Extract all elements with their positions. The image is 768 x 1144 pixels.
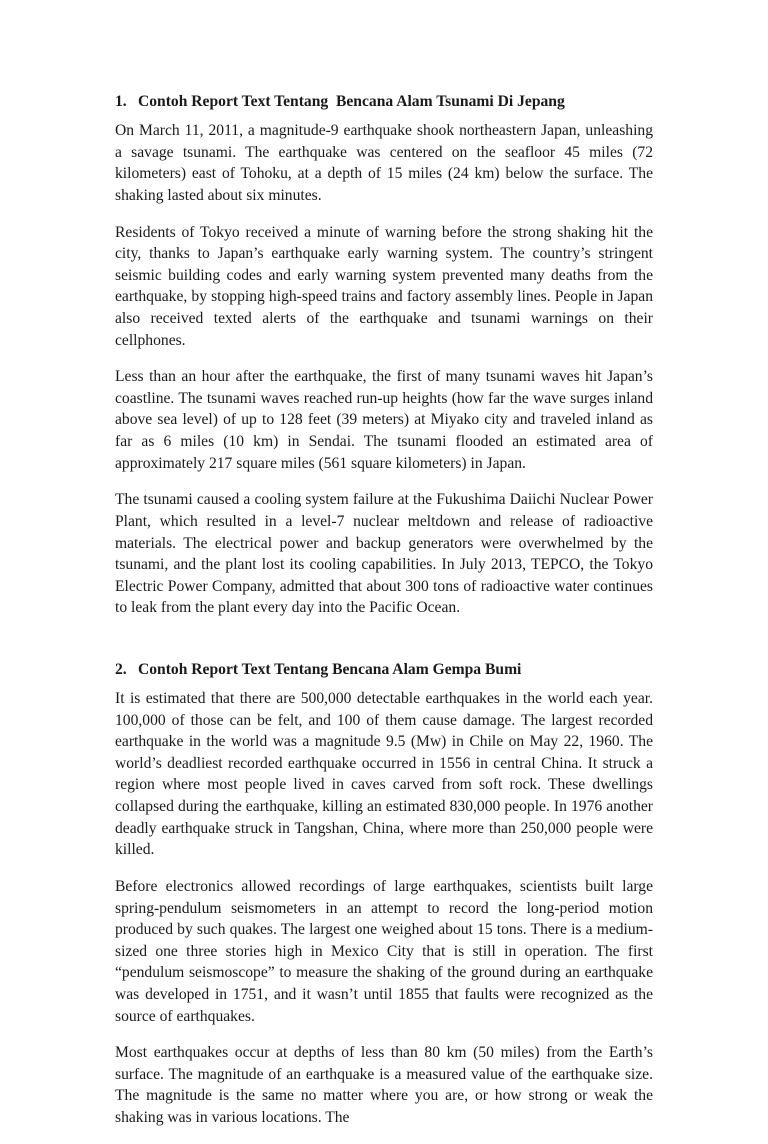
paragraph: Residents of Tokyo received a minute of warning before the strong shaking hit the city, thanks to Japan’s earthquake early warning system. The country’s stringent seismic building codes and early warning system prevented many deaths from the earthquake, by stopping high-speed trains and factory assembly lines. People in Japan also received texted alerts of the earthquake and tsunami warnings on their cellphones. [115,223,653,349]
section-number: 1. [115,93,127,110]
paragraph: Before electronics allowed recordings of large earthquakes, scientists built large spring-pendulum seismometers in an attempt to record the long-period motion produced by such quakes. The largest one weighed about 15 tons. There is a medium-sized one three stories high in Mexico City that is still in operation. The first “pendulum seismoscope” to measure the shaking of the ground during an earthquake was developed in 1751, and it wasn’t until 1855 that faults were recognized as the source of earthquakes. [115,877,653,1025]
paragraph: On March 11, 2011, a magnitude-9 earthquake shook northeastern Japan, unleashing a savage tsunami. The earthquake was centered on the seafloor 45 miles (72 kilometers) east of Tohoku, at a depth of 15 miles (24 km) below the surface. The shaking lasted about six minutes. [115,121,653,204]
paragraph: It is estimated that there are 500,000 detectable earthquakes in the world each year. 100,000 of those can be felt, and 100 of them cause damage. The largest recorded earthquake in the world was a magnitude 9.5 (Mw) in Chile on May 22, 1960. The world’s deadliest recorded earthquake occurred in 1556 in central China. It struck a region where most people lived in caves carved from soft rock. These dwellings collapsed during the earthquake, killing an estimated 830,000 people. In 1976 another deadly earthquake struck in Tangshan, China, where more than 250,000 people were killed. [115,690,653,859]
section-title: Contoh Report Text Tentang Bencana Alam Tsunami Di Jepang [138,93,565,110]
paragraph: Most earthquakes occur at depths of less than 80 km (50 miles) from the Earth’s surface. The magnitude of an earthquake is a measured value of the earthquake size. The magnitude is the same no matter where you are, or how strong or weak the shaking was in various locations. The [115,1044,653,1127]
paragraph: The tsunami caused a cooling system failure at the Fukushima Daiichi Nuclear Power Plant, which resulted in a level-7 nuclear meltdown and release of radioactive materials. The electrical power and backup generators were overwhelmed by the tsunami, and the plant lost its cooling capabilities. In July 2013, TEPCO, the Tokyo Electric Power Company, admitted that about 300 tons of radioactive water continues to leak from the plant every day into the Pacific Ocean. [115,491,653,617]
section-2-heading [115,659,675,681]
paragraph: Less than an hour after the earthquake, the first of many tsunami waves hit Japan’s coastline. The tsunami waves reached run-up heights (how far the wave surges inland above sea level) of up to 128 feet (39 meters) at Miyako city and traveled inland as far as 6 miles (10 km) in Sendai. The tsunami flooded an estimated area of approximately 217 square miles (561 square kilometers) in Japan. [115,368,653,472]
section-1-heading [115,91,675,113]
section-title: Contoh Report Text Tentang Bencana Alam Gempa Bumi [138,661,522,679]
section-number: 2. [115,661,127,679]
